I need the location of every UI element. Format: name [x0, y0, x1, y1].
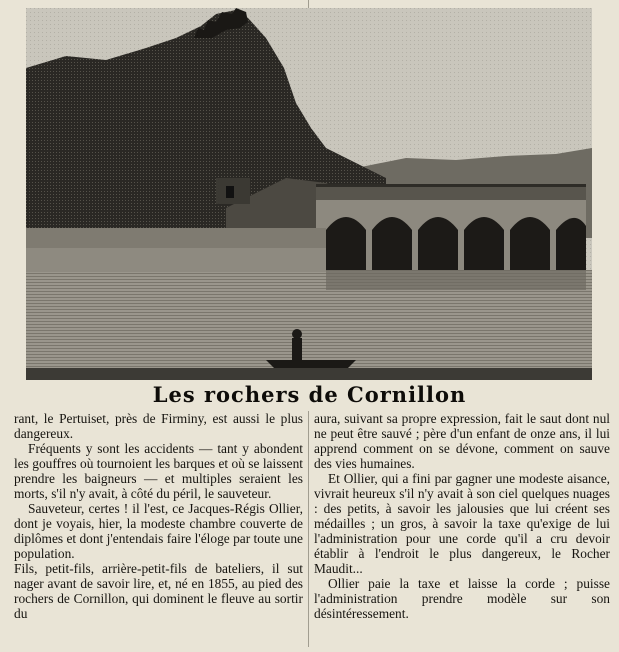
- left-paragraph: Fils, petit-fils, arrière-petit-fils de bateliers, il sut nager avant de savoir lire, et, né en 1855, au pied des rochers de Cornillon, qui dominent le fleuve au sortir du: [14, 561, 303, 621]
- river-near-bank: [26, 248, 326, 272]
- column-divider: [308, 411, 309, 647]
- house-door: [226, 186, 234, 198]
- boatman-head: [292, 329, 302, 339]
- river-bank: [26, 228, 326, 248]
- left-paragraph: Sauveteur, certes ! il l'est, ce Jacques-Régis Ollier, dont je voyais, hier, la modeste chambre couverte de diplômes et dont j'entendais faire l'éloge par toute une population.: [14, 501, 303, 561]
- photo-illustration: [26, 8, 592, 380]
- left-column: [14, 411, 303, 621]
- right-column: [314, 411, 610, 621]
- photo-caption: Les rochers de Cornillon: [152, 382, 467, 407]
- bridge-reflection: [326, 270, 586, 290]
- right-paragraph: aura, suivant sa propre expression, fait le saut dont nul ne peut être sauvé ; père d'un enfant de onze ans, il lui apprend comment on se dévone, comment on sauve des vies humaines.: [314, 411, 610, 471]
- right-paragraph: Et Ollier, qui a fini par gagner une modeste aisance, vivrait heureux s'il n'y avait à son ciel quelques nuages : des petits, à savoir les jalousies que lui créent ses médailles ; un gros, à savoir la taxe qu'exige de lui l'administration pour une corde qu'il a cru devoir établir à l'endroit le plus dangereux, le Rocher Maudit...: [314, 471, 610, 576]
- bridge-deck: [316, 186, 586, 200]
- bridge-arches: [316, 200, 586, 270]
- bridge-parapet: [316, 184, 586, 187]
- foreground-water: [26, 368, 592, 380]
- right-paragraph: Ollier paie la taxe et laisse la corde ; puisse l'administration prendre modèle sur son désintéressement.: [314, 576, 610, 621]
- left-paragraph: rant, le Pertuiset, près de Firminy, est aussi le plus dangereux.: [14, 411, 303, 441]
- cliff-and-bridge-drawing: [26, 8, 592, 380]
- left-paragraph: Fréquents y sont les accidents — tant y abondent les gouffres où tournoient les barques et où se laissent prendre les baigneurs — et multiples seraient les morts, s'il n'y avait, à côté du péril, le sauveteur.: [14, 441, 303, 501]
- boatman: [292, 338, 302, 360]
